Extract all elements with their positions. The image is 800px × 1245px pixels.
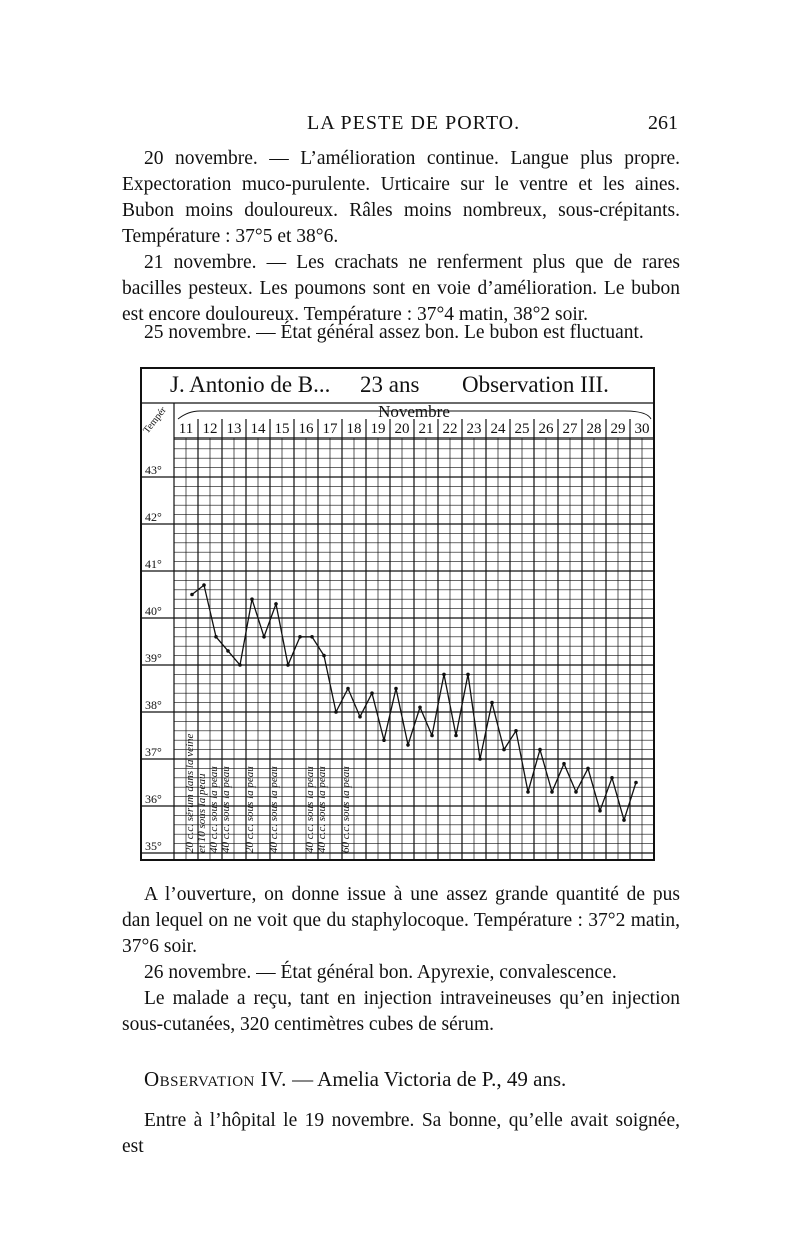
day-label: 14 <box>250 421 266 437</box>
paragraph-26-novembre: 26 novembre. — État général bon. Apyrexie, convalescence. <box>144 962 617 983</box>
day-label: 20 <box>394 421 410 437</box>
temperature-point <box>538 748 542 752</box>
running-header <box>0 112 800 142</box>
y-tick-label: 39° <box>145 651 162 665</box>
temperature-point <box>214 635 218 639</box>
injection-note: 40 c.c. sous la peau <box>316 766 328 853</box>
temperature-point <box>598 809 602 813</box>
y-tick-label: 41° <box>145 557 162 571</box>
paragraph-20-novembre: 20 novembre. — L’amélioration continue. Langue plus propre. Expectoration muco-purulente. Urticaire sur le ventre et les aines. Bubon moins douloureux. Râles moins nombreux, sous-crépitants. Température : 37°5 et 38°6. <box>122 148 680 247</box>
y-tick-label: 43° <box>145 463 162 477</box>
day-label: 26 <box>538 421 554 437</box>
day-label: 18 <box>346 421 362 437</box>
temperature-point <box>610 776 614 780</box>
temperature-point <box>526 790 530 794</box>
day-label: 12 <box>202 421 218 437</box>
temperature-point <box>322 654 326 658</box>
day-label: 29 <box>610 421 626 437</box>
observation-heading <box>122 1066 680 1092</box>
temperature-point <box>562 762 566 766</box>
temperature-point <box>634 781 638 785</box>
y-tick-label: 40° <box>145 604 162 618</box>
temperature-point <box>382 738 386 742</box>
chart-title-patient: J. Antonio de B... <box>170 372 331 397</box>
page-number: 261 <box>648 112 678 134</box>
temperature-point <box>334 710 338 714</box>
temperature-point <box>370 691 374 695</box>
day-label: 27 <box>562 421 578 437</box>
temperature-point <box>190 593 194 597</box>
observation-text: — Amelia Victoria de P., 49 ans. <box>292 1067 567 1091</box>
day-label: 24 <box>490 421 506 437</box>
paragraph-21-novembre: 21 novembre. — Les crachats ne renferment plus que de rares bacilles pesteux. Les poumons sont en voie d’amélioration. Le bubon est encore douloureux. Température : 37°4 matin, 38°2 soir. <box>122 252 680 325</box>
temperature-point <box>550 790 554 794</box>
injection-note: et 10 sous la peau <box>196 773 208 853</box>
temperature-point <box>622 818 626 822</box>
temperature-point <box>466 673 470 677</box>
temperature-point <box>202 583 206 587</box>
temperature-point <box>502 748 506 752</box>
observation-label: Observation IV. <box>144 1067 287 1091</box>
y-tick-label: 42° <box>145 510 162 524</box>
temperature-point <box>574 790 578 794</box>
temperature-point <box>586 767 590 771</box>
paragraph-entree: Entre à l’hôpital le 19 novembre. Sa bonne, qu’elle avait soignée, est <box>122 1110 680 1157</box>
injection-note: 20 c.c. sérum dans la veine <box>184 733 196 853</box>
day-label: 21 <box>418 421 434 437</box>
temperature-point <box>250 597 254 601</box>
day-label: 25 <box>514 421 530 437</box>
temperature-point <box>394 687 398 691</box>
chart-title <box>140 369 655 403</box>
paragraph-25-novembre: 25 novembre. — État général assez bon. Le bubon est fluctuant. <box>144 322 644 343</box>
day-label: 16 <box>298 421 314 437</box>
temperature-point <box>238 663 242 667</box>
temperature-point <box>298 635 302 639</box>
month-label: Novembre <box>378 402 450 421</box>
day-label: 17 <box>322 421 338 437</box>
temperature-point <box>430 734 434 738</box>
y-tick-label: 36° <box>145 792 162 806</box>
injection-note: 40 c.c. sous la peau <box>268 766 280 853</box>
temperature-point <box>346 687 350 691</box>
day-label: 15 <box>274 421 290 437</box>
day-label: 22 <box>442 421 458 437</box>
temperature-point <box>226 649 230 653</box>
injection-note: 40 c.c. sous la peau <box>304 766 316 853</box>
temperature-point <box>262 635 266 639</box>
paragraph-serum-total: Le malade a reçu, tant en injection intraveineuses qu’en injection sous-cutanées, 320 centimètres cubes de sérum. <box>122 988 680 1035</box>
injection-note: 20 c.c. sous la peau <box>244 766 256 853</box>
chart-title-observation: Observation III. <box>462 372 609 397</box>
temperature-point <box>274 602 278 606</box>
y-tick-label: 35° <box>145 839 162 853</box>
temperature-chart <box>140 367 656 863</box>
temperature-point <box>418 706 422 710</box>
temperature-point <box>442 673 446 677</box>
y-tick-label: 37° <box>145 745 162 759</box>
day-label: 23 <box>466 421 482 437</box>
temperature-point <box>454 734 458 738</box>
day-label: 19 <box>370 421 386 437</box>
temperature-point <box>490 701 494 705</box>
corner-label: Tempér <box>141 405 169 436</box>
temperature-point <box>310 635 314 639</box>
temperature-point <box>514 729 518 733</box>
day-label: 11 <box>178 421 194 437</box>
temperature-point <box>286 663 290 667</box>
injection-note: 60 c.c. sous la peau <box>340 766 352 853</box>
running-title: LA PESTE DE PORTO. <box>307 112 521 134</box>
day-label: 28 <box>586 421 602 437</box>
chart-title-age: 23 ans <box>360 372 420 397</box>
temperature-point <box>406 743 410 747</box>
y-tick-label: 38° <box>145 698 162 712</box>
temperature-point <box>358 715 362 719</box>
temperature-point <box>478 757 482 761</box>
injection-note: 40 c.c. sous la peau <box>208 766 220 853</box>
day-label: 30 <box>634 421 650 437</box>
paragraph-ouverture: A l’ouverture, on donne issue à une assez grande quantité de pus dan lequel on ne voit que du staphylocoque. Température : 37°2 matin, 37°6 soir. <box>122 884 680 957</box>
day-label: 13 <box>226 421 242 437</box>
injection-note: 40 c.c. sous la peau <box>220 766 232 853</box>
